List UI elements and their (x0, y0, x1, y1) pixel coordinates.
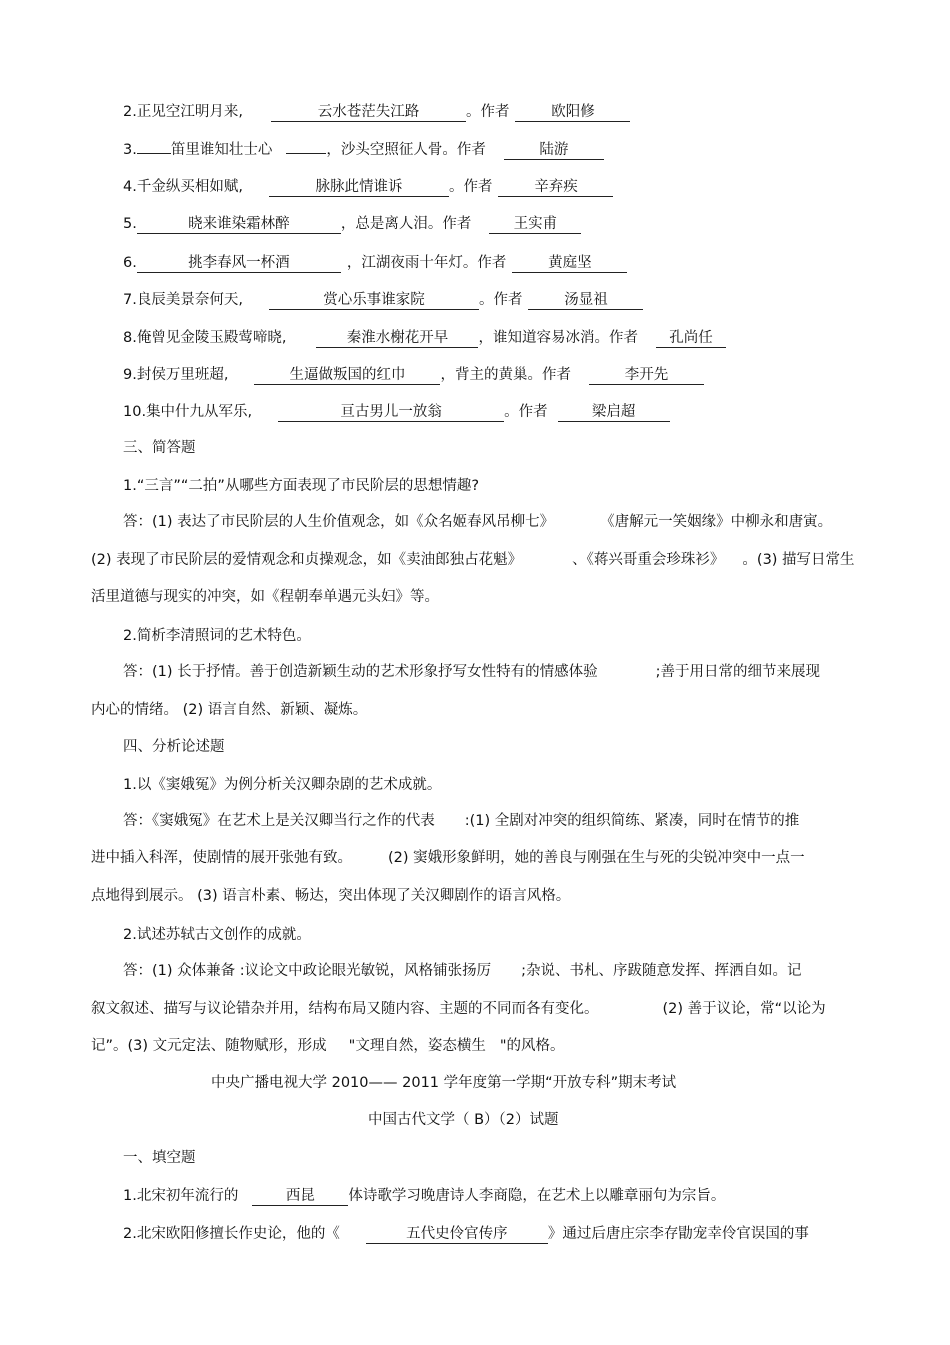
answer-line: 活里道德与现实的冲突，如《程朝奉单遇元头妇》等。 (91, 589, 439, 605)
answer-blank: 脉脉此情谁诉 (269, 178, 449, 197)
answer-blank: 晓来谁染霜林醉 (137, 215, 341, 234)
section-heading: 三、简答题 (123, 440, 196, 456)
question: 1.“三言”“二拍”从哪些方面表现了市民阶层的思想情趣? (123, 478, 480, 494)
fill-item: 9.封侯万里班超, 生逼做叛国的红巾 ，背主的黄巢。作者 李开先 (123, 365, 704, 385)
author-blank: 王实甫 (489, 215, 581, 234)
answer-blank (137, 153, 171, 154)
question: 1.以《窦娥冤》为例分析关汉卿杂剧的艺术成就。 (123, 777, 442, 793)
author-blank: 孔尚任 (656, 329, 726, 348)
answer-blank: 秦淮水榭花开早 (316, 329, 478, 348)
answer-line: 叙文叙述、描写与议论错杂并用，结构布局又随内容、主题的不同而各有变化。 (2) 善于议论，常“以论为 (91, 1001, 826, 1017)
answer-blank: 赏心乐事谁家院 (269, 291, 479, 310)
answer-blank: 生逼做叛国的红巾 (254, 366, 440, 385)
fill-item: 5. 晓来谁染霜林醉 ，总是离人泪。作者 王实甫 (123, 214, 581, 234)
fill-item: 8.俺曾见金陵玉殿莺啼晓, 秦淮水榭花开早 ，谁知道容易冰消。作者 孔尚任 (123, 328, 726, 348)
author-blank: 李开先 (589, 366, 704, 385)
fill-item: 4.千金纵买相如赋, 脉脉此情谁诉 。作者 辛弃疾 (123, 177, 613, 197)
fill-item: 2.北宋欧阳修擅长作史论，他的《 五代史伶官传序 》通过后唐庄宗李存勖宠幸伶官误国的事 (123, 1226, 809, 1242)
author-blank: 辛弃疾 (498, 178, 613, 197)
exam-title: 中央广播电视大学 2010—— 2011 学年度第一学期“开放专科”期末考试 (211, 1075, 677, 1091)
answer-line: 内心的情绪。 (2) 语言自然、新颖、凝炼。 (91, 702, 368, 718)
answer-blank (286, 153, 326, 154)
fill-item: 1.北宋初年流行的 西昆 体诗歌学习晚唐诗人李商隐，在艺术上以雕章丽句为宗旨。 (123, 1188, 726, 1204)
answer-line: 答：(1) 长于抒情。善于创造新颖生动的艺术形象抒写女性特有的情感体验 ;善于用日常的细节来展现 (123, 664, 821, 680)
answer-blank: 挑李春风一杯酒 (137, 254, 341, 273)
exam-subtitle: 中国古代文学（ B）（2）试题 (368, 1112, 559, 1128)
answer-line: 记”。(3) 文元定法、随物赋形，形成 "文理自然，姿态横生 "的风格。 (91, 1038, 565, 1054)
answer-line: 进中插入科浑，使剧情的展开张弛有致。 (2) 窦娥形象鲜明，她的善良与刚强在生与死的尖锐冲突中一点一 (91, 850, 805, 866)
author-blank: 欧阳修 (515, 103, 630, 122)
answer-line: 答：(1) 表达了市民阶层的人生价值观念，如《众名姬春风吊柳七》 《唐解元一笑姻缘》中柳永和唐寅。 (123, 514, 833, 530)
answer-line: 点地得到展示。 (3) 语言朴素、畅达，突出体现了关汉卿剧作的语言风格。 (91, 888, 571, 904)
author-blank: 陆游 (504, 141, 604, 160)
fill-item: 3. 笛里谁知壮士心 ，沙头空照征人骨。作者 陆游 (123, 140, 604, 160)
question: 2.简析李清照词的艺术特色。 (123, 628, 311, 644)
answer-blank: 亘古男儿一放翁 (278, 403, 504, 422)
answer-line: 答：(1) 众体兼备 :议论文中政论眼光敏锐，风格铺张扬厉 ;杂说、书札、序跋随意发挥、挥洒自如。记 (123, 963, 802, 979)
answer-blank: 五代史伶官传序 (366, 1225, 548, 1244)
author-blank: 梁启超 (558, 403, 670, 422)
author-blank: 黄庭坚 (512, 254, 627, 273)
fill-item: 2.正见空江明月来, 云水苍茫失江路 。作者 欧阳修 (123, 102, 630, 122)
fill-item: 10.集中什九从军乐, 亘古男儿一放翁 。作者 梁启超 (123, 402, 670, 422)
answer-line: (2) 表现了市民阶层的爱情观念和贞操观念，如《卖油郎独占花魁》 、《蒋兴哥重会珍珠衫》 。(3) 描写日常生 (91, 552, 855, 568)
answer-line: 答：《窦娥冤》在艺术上是关汉卿当行之作的代表 :(1) 全剧对冲突的组织简练、紧凑，同时在情节的推 (123, 813, 800, 829)
answer-blank: 云水苍茫失江路 (271, 103, 466, 122)
author-blank: 汤显祖 (528, 291, 643, 310)
section-heading: 四、分析论述题 (123, 739, 225, 755)
fill-item: 6. 挑李春风一杯酒 ，江湖夜雨十年灯。作者 黄庭坚 (123, 253, 627, 273)
question: 2.试述苏轼古文创作的成就。 (123, 927, 311, 943)
fill-item: 7.良辰美景奈何天, 赏心乐事谁家院 。作者 汤显祖 (123, 290, 643, 310)
answer-blank: 西昆 (252, 1187, 348, 1206)
section-heading: 一、填空题 (123, 1150, 196, 1166)
